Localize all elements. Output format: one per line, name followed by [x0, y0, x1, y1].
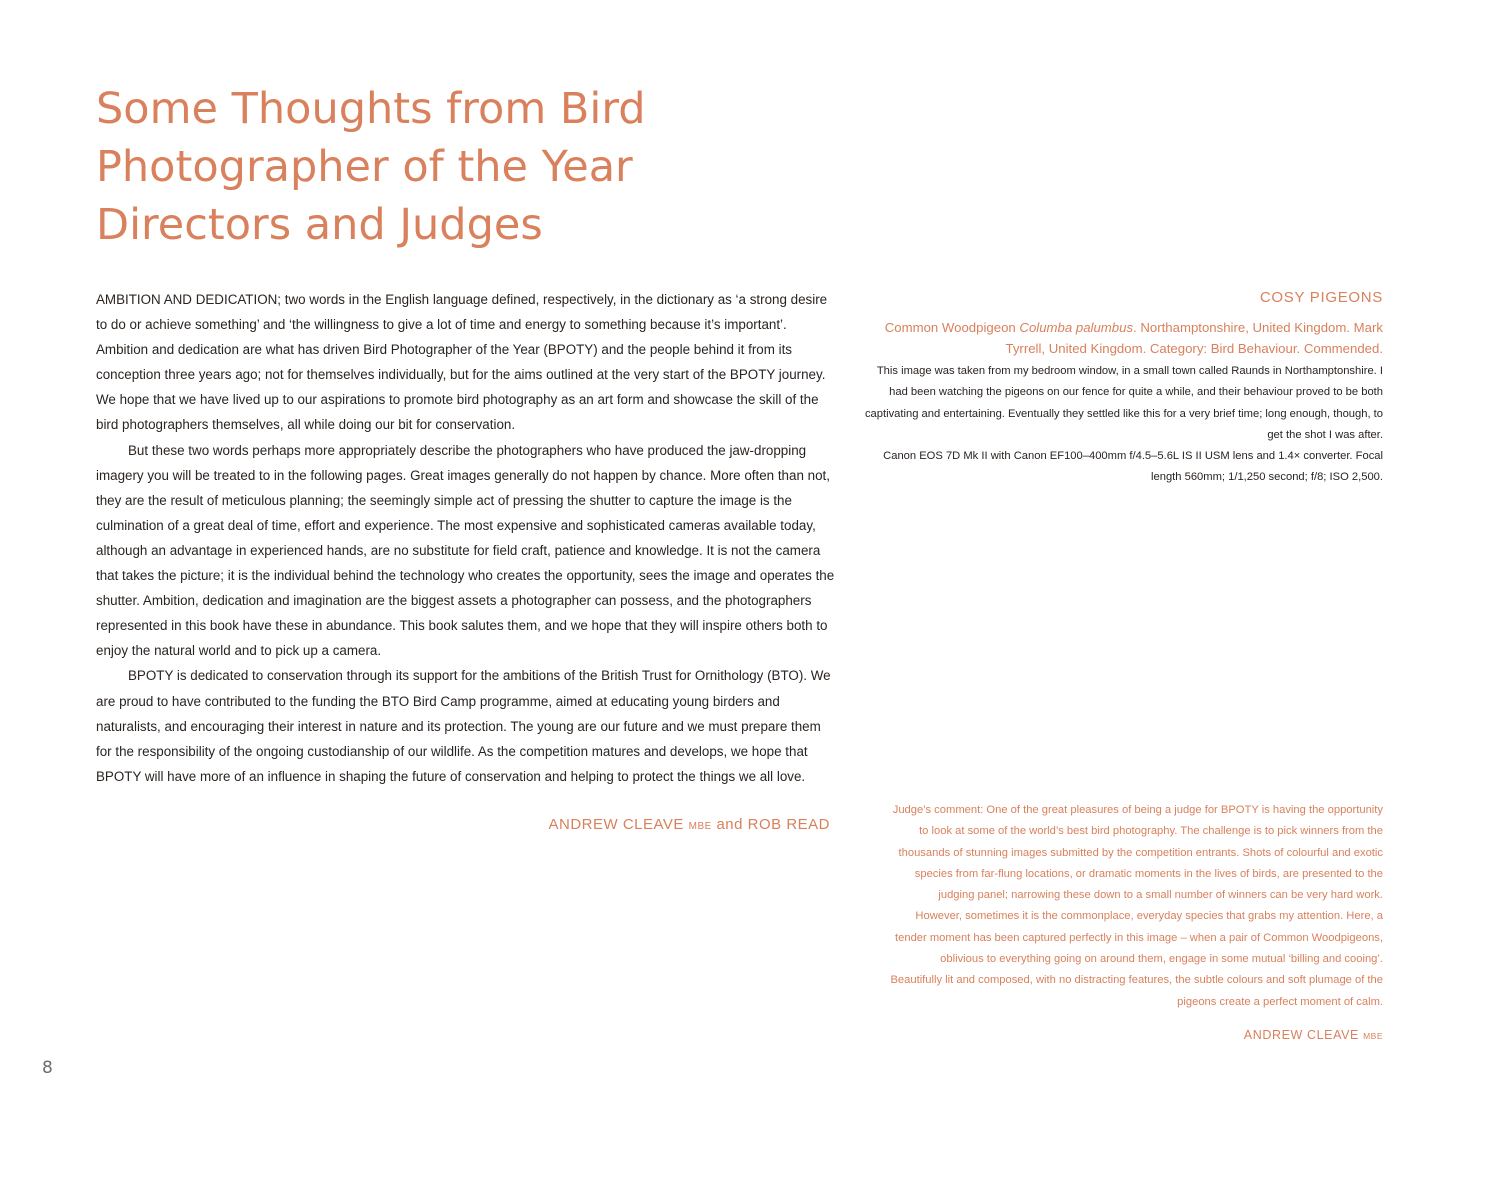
- judge-comment: [890, 800, 1383, 1047]
- essay-author-honour: MBE: [688, 821, 712, 832]
- caption-metadata: [860, 317, 1383, 359]
- judge-honour: MBE: [1363, 1030, 1383, 1041]
- page-number: 8: [42, 1058, 53, 1078]
- judge-credit: [890, 1025, 1383, 1047]
- essay-author-name: ANDREW CLEAVE: [548, 816, 684, 833]
- essay-paragraph: BPOTY is dedicated to conservation through its support for the ambitions of the British Trust for Ornithology (BTO). We are proud to have contributed to the funding the BTO Bird Camp programme, aimed at educating young birders and naturalists, and encouraging their interest in nature and its protection. The young are our future and we must prepare them for the responsibility of the ongoing custodianship of our wildlife. As the competition matures and develops, we hope that BPOTY will have more of an influence in shaping the future of conservation and helping to protect the things we all love.: [96, 668, 831, 784]
- caption-description: This image was taken from my bedroom window, in a small town called Raunds in Northamptonshire. I had been watching the pigeons on our fence for quite a while, and their behaviour proved to be both captivating and entertaining. Eventually they settled like this for a very brief time; long enough, though, to get the shot I was after.: [864, 365, 1383, 441]
- essay-coauthor-name: and ROB READ: [716, 816, 830, 833]
- essay-author-credit: [500, 816, 830, 833]
- title-line-1: Some Thoughts from Bird: [96, 84, 646, 134]
- page-title: [96, 80, 716, 254]
- caption-title: COSY PIGEONS: [1259, 289, 1383, 306]
- caption-meta-rest: . Northamptonshire, United Kingdom. Mark Tyrrell, United Kingdom. Category: Bird Behaviour. Commended.: [1005, 320, 1383, 356]
- judge-paragraph: However, sometimes it is the commonplace, everyday species that grabs my attention. Here, a tender moment has been captured perfectly in this image – when a pair of Common Woodpigeons, oblivious to everything going on around them, engage in some mutual ‘billing and cooing’. Beautifully lit and composed, with no distracting features, the subtle colours and soft plumage of the pigeons create a perfect moment of calm.: [890, 910, 1383, 1008]
- species-common-name: Common Woodpigeon: [884, 320, 1016, 335]
- title-line-2: Photographer of the Year: [96, 142, 633, 192]
- caption-camera-details: Canon EOS 7D Mk II with Canon EF100–400mm f/4.5–5.6L IS II USM lens and 1.4× converter. Focal length 560mm; 1/1,250 second; f/8; ISO 2,500.: [883, 450, 1383, 484]
- judge-paragraph: Judge’s comment: One of the great pleasures of being a judge for BPOTY is having the opportunity to look at some of the world’s best bird photography. The challenge is to pick winners from the thousands of stunning images submitted by the competition entrants. Shots of colourful and exotic species from far-flung locations, or dramatic moments in the lives of birds, are presented to the judging panel; narrowing these down to a small number of winners can be very hard work.: [892, 804, 1383, 902]
- essay-paragraph: But these two words perhaps more appropriately describe the photographers who have produced the jaw-dropping imagery you will be treated to in the following pages. Great images generally do not happen by chance. More often than not, they are the result of meticulous planning; the seemingly simple act of pressing the shutter to capture the image is the culmination of a great deal of time, effort and experience. The most expensive and sophisticated cameras available today, although an advantage in experienced hands, are no substitute for field craft, patience and knowledge. It is not the camera that takes the picture; it is the individual behind the technology who creates the opportunity, sees the image and operates the shutter. Ambition, dedication and imagination are the biggest assets a photographer can possess, and the photographers represented in this book have these in abundance. This book salutes them, and we hope that they will inspire others both to enjoy the natural world and to pick up a camera.: [96, 442, 835, 659]
- essay-body: [96, 287, 836, 789]
- photo-caption: [860, 287, 1383, 489]
- species-latin-name: Columba palumbus: [1019, 320, 1134, 335]
- essay-paragraph: AMBITION AND DEDICATION; two words in the English language defined, respectively, in the dictionary as ‘a strong desire to do or achieve something’ and ‘the willingness to give a lot of time and energy to something because it’s important’. Ambition and dedication are what has driven Bird Photographer of the Year (BPOTY) and the people behind it from its conception three years ago; not for themselves individually, but for the aims outlined at the very start of the BPOTY journey. We hope that we have lived up to our aspirations to promote bird photography as an art form and showcase the skill of the bird photographers themselves, all while doing our bit for conservation.: [96, 292, 828, 433]
- judge-name: ANDREW CLEAVE: [1243, 1027, 1359, 1042]
- title-line-3: Directors and Judges: [96, 200, 543, 250]
